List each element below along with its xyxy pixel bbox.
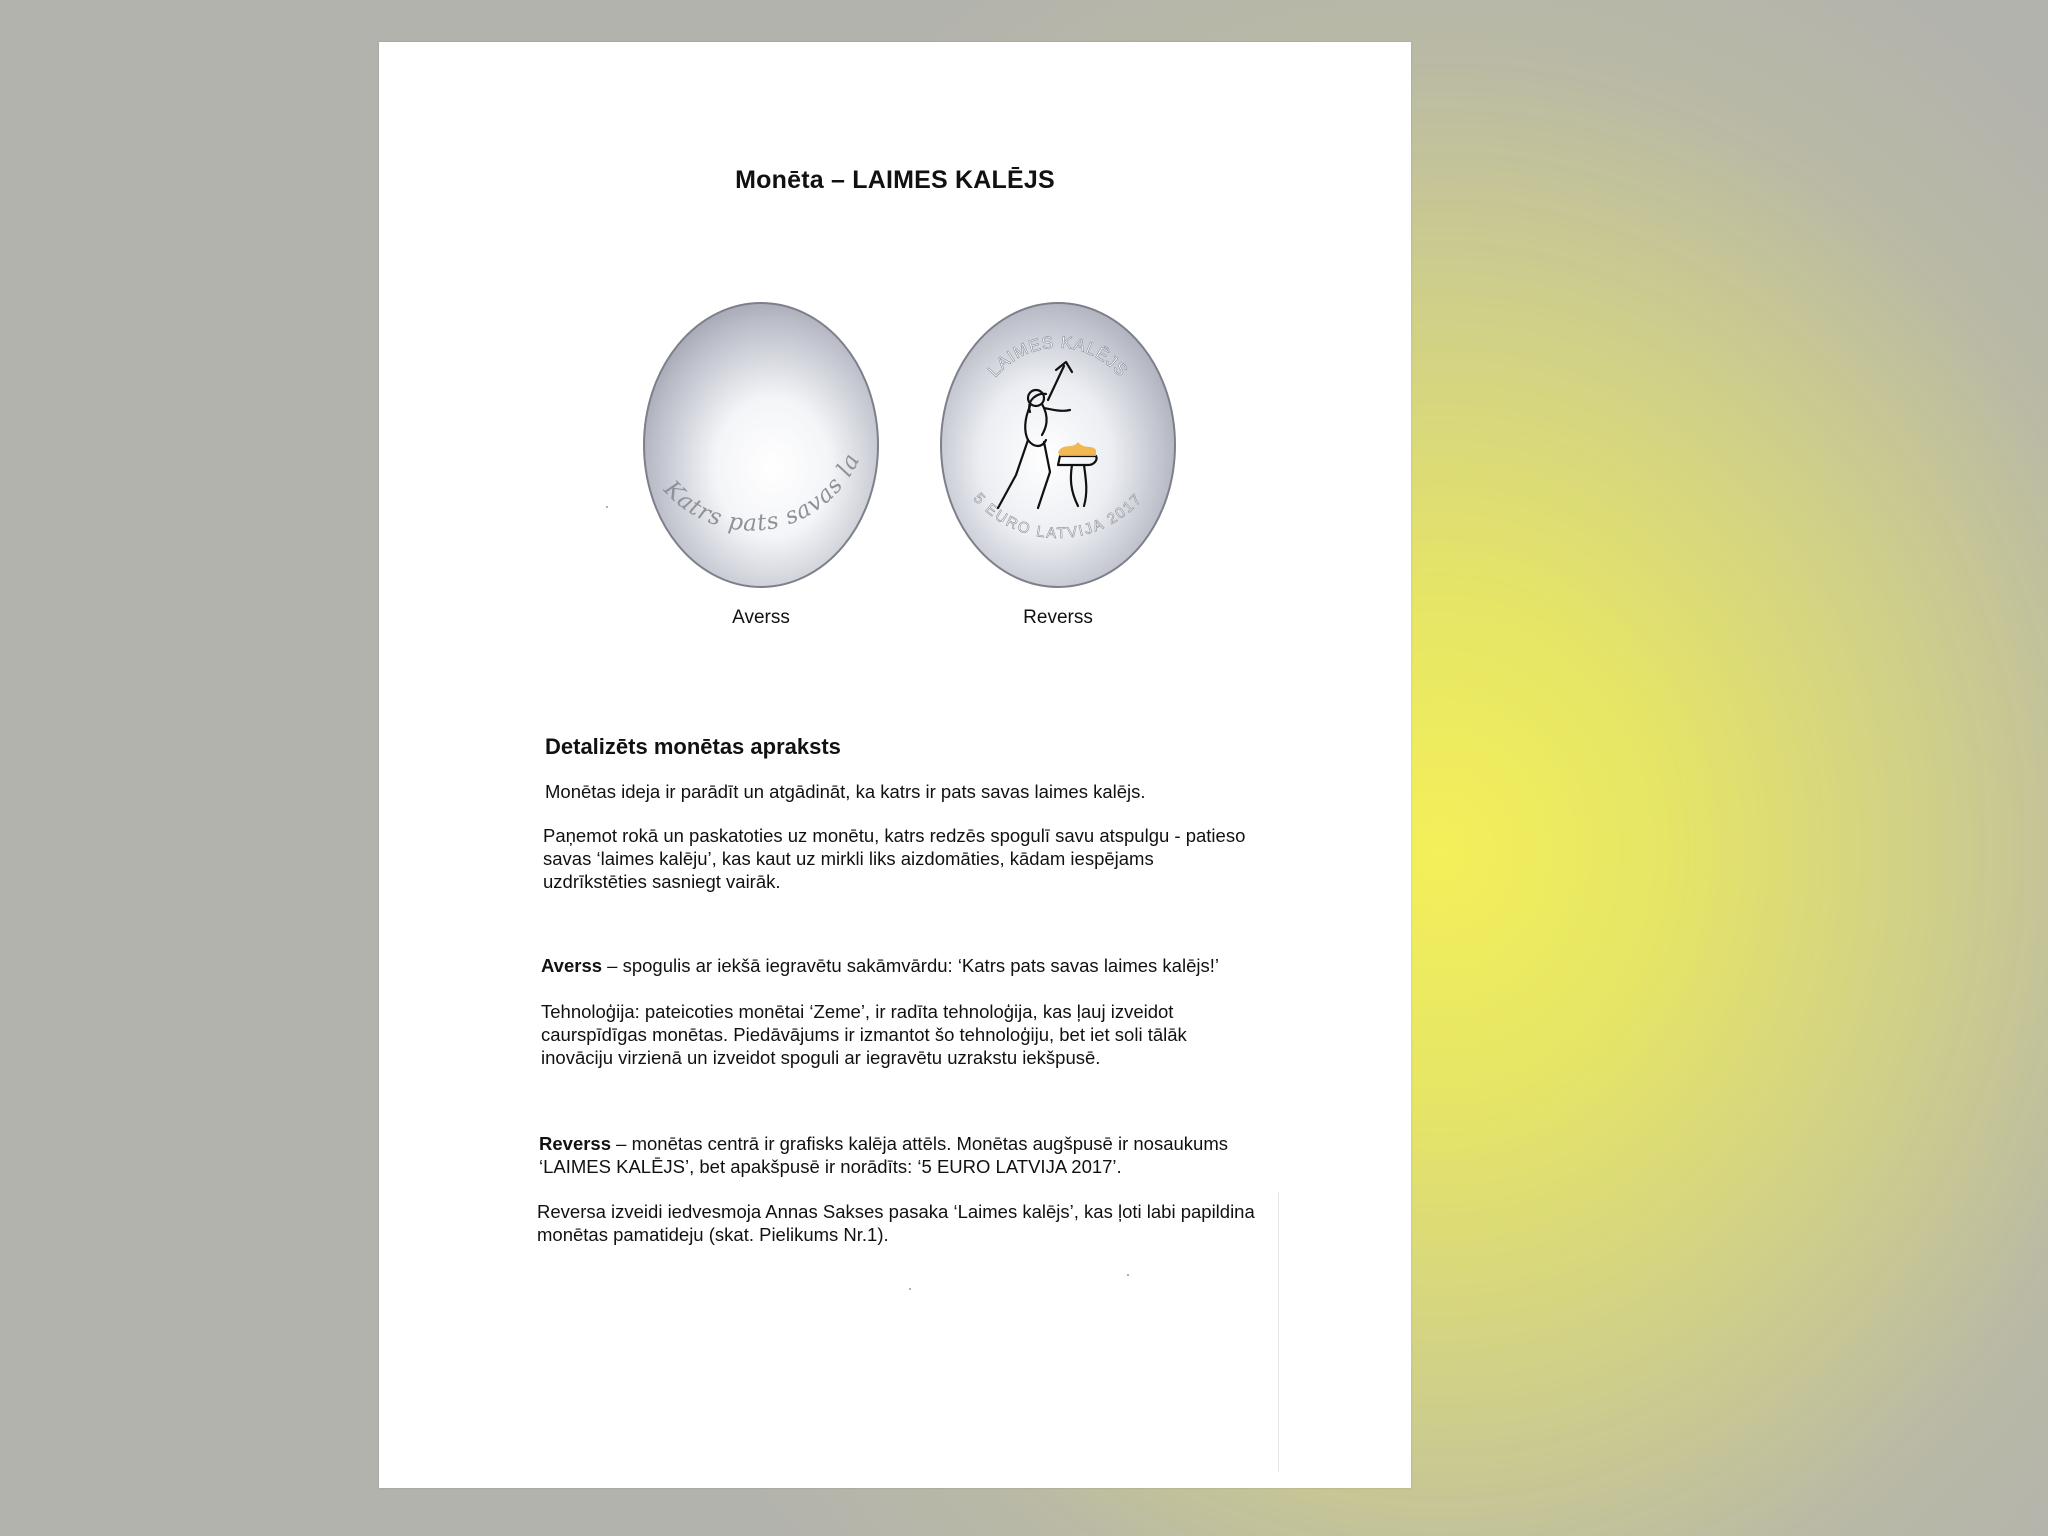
paragraph-technology — [541, 1000, 1281, 1069]
reverse-coin-figure — [938, 300, 1178, 629]
technology-line3: inovāciju virzienā un izveidot spoguli ar iegravētu uzrakstu iekšpusē. — [541, 1047, 1101, 1068]
obverse-inscription: Katrs pats savas la — [658, 449, 866, 537]
scan-speck — [909, 1288, 911, 1290]
obverse-caption: Averss — [732, 607, 790, 628]
reverse-bottom-inscription: 5 EURO LATVIJA 2017 — [969, 489, 1147, 543]
paragraph-idea-text: Monētas ideja ir parādīt un atgādināt, ka katrs ir pats savas laimes kalējs. — [545, 781, 1146, 802]
reverse-coin-image — [938, 300, 1178, 590]
averss-label: Averss — [541, 955, 603, 976]
obverse-coin-image — [641, 300, 881, 590]
paragraph-reverss — [539, 1132, 1279, 1178]
page-title: Monēta – LAIMES KALĒJS — [735, 166, 1055, 194]
paragraph-mirror-line3: uzdrīkstēties sasniegt vairāk. — [543, 871, 781, 892]
technology-line2: caurspīdīgas monētas. Piedāvājums ir izmantot šo tehnoloģiju, bet iet soli tālāk — [541, 1024, 1187, 1045]
paragraph-averss — [541, 954, 1281, 977]
averss-text: – spogulis ar iekšā iegravētu sakāmvārdu: ‘Katrs pats savas laimes kalējs!’ — [602, 955, 1219, 976]
reverss-label: Reverss — [539, 1133, 612, 1154]
scan-edge-line — [1278, 1192, 1279, 1472]
paragraph-inspiration — [537, 1200, 1277, 1246]
reverss-text-line1: – monētas centrā ir grafisks kalēja attēls. Monētas augšpusē ir nosaukums — [611, 1133, 1228, 1154]
inspiration-line1: Reversa izveidi iedvesmoja Annas Sakses pasaka ‘Laimes kalējs’, kas ļoti labi papildina — [537, 1201, 1255, 1222]
reverss-text-line2: ‘LAIMES KALĒJS’, bet apakšpusē ir norādīts: ‘5 EURO LATVIJA 2017’. — [539, 1156, 1122, 1177]
inspiration-line2: monētas pamatideju (skat. Pielikums Nr.1). — [537, 1224, 889, 1245]
scan-speck — [606, 506, 608, 508]
paragraph-idea — [545, 780, 1285, 803]
paragraph-mirror-line2: savas ‘laimes kalēju’, kas kaut uz mirkli liks aizdomāties, kādam iespējams — [543, 848, 1154, 869]
technology-line1: Tehnoloģija: pateicoties monētai ‘Zeme’, ir radīta tehnoloģija, kas ļauj izveidot — [541, 1001, 1174, 1022]
section-heading: Detalizēts monētas apraksts — [545, 734, 841, 759]
reverse-caption: Reverss — [1023, 607, 1093, 628]
paragraph-mirror — [543, 824, 1283, 893]
document-page — [379, 42, 1411, 1488]
reverse-top-inscription: LAIMES KALĒJS — [984, 332, 1132, 381]
obverse-coin-figure — [641, 300, 881, 629]
paragraph-mirror-line1: Paņemot rokā un paskatoties uz monētu, katrs redzēs spogulī savu atspulgu - patieso — [543, 825, 1246, 846]
scan-speck — [1127, 1274, 1129, 1276]
